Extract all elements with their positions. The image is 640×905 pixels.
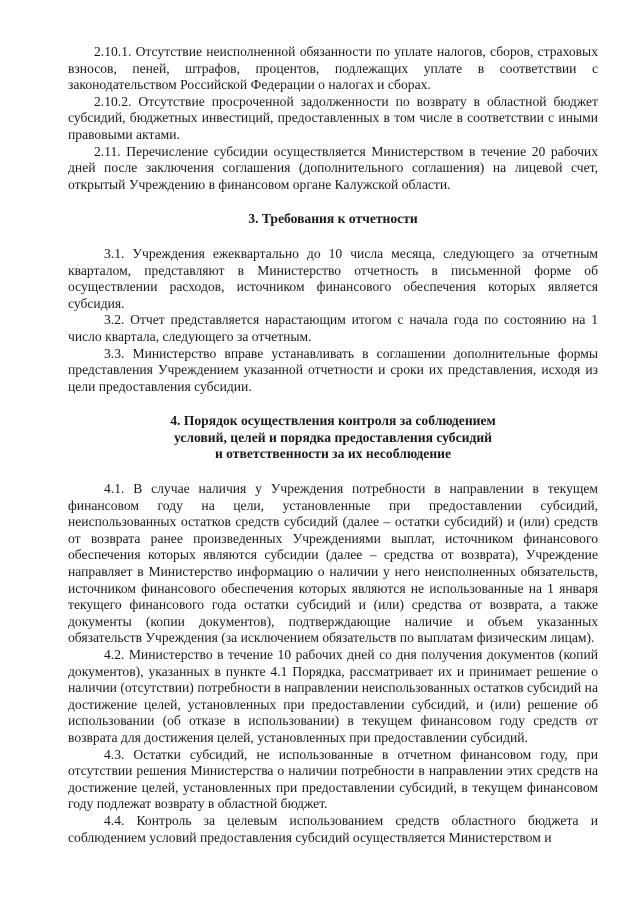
paragraph-4-4: 4.4. Контроль за целевым использованием средств областного бюджета и соблюдением условий предоставления субсидий осуществляется Министерством и <box>68 812 598 845</box>
paragraph-4-1: 4.1. В случае наличия у Учреждения потребности в направлении в текущем финансовом году на цели, установленные при предоставлении субсидий, неиспользованных остатков средств субсидий (далее – остатки субсидий) и (или) средств от возврата ранее произведенных Учреждениями выплат, источником финансового обеспечения которых являются субсидии (далее – средства от возврата), Учреждение направляет в Министерство информацию о наличии у него неисполненных обязательств, источником финансового обеспечения которых являются не использованные на 1 января текущего финансового года остатки субсидий и (или) средства от возврата, а также документы (копии документов), подтверждающие наличие и объем указанных обязательств Учреждения (за исключением обязательств по выплатам физическим лицам). <box>68 481 598 646</box>
paragraph-4-2: 4.2. Министерство в течение 10 рабочих дней со дня получения документов (копий документов), указанных в пункте 4.1 Порядка, рассматривает их и принимает решение о наличии (отсутствии) потребности в направлении неиспользованных остатков субсидий на достижение целей, установленных при предоставлении субсидий, и (или) решение об использовании (об отказе в использовании) в текущем финансовом году средств от возврата для достижения целей, установленных при предоставлении субсидий. <box>68 647 598 745</box>
paragraph-3-1: 3.1. Учреждения ежеквартально до 10 числа месяца, следующего за отчетным кварталом, представляют в Министерство отчетность в письменной форме об осуществлении расходов, источником финансового обеспечения которых является субсидия. <box>68 245 598 311</box>
paragraph-3-2: 3.2. Отчет представляется нарастающим итогом с начала года по состоянию на 1 число квартала, следующего за отчетным. <box>68 312 598 344</box>
paragraph-3-3: 3.3. Министерство вправе устанавливать в соглашении дополнительные формы представления Учреждением указанной отчетности и сроки их представления, исходя из цели предоставления субсидии. <box>68 345 598 394</box>
paragraph-2-10-1: 2.10.1. Отсутствие неисполненной обязанности по уплате налогов, сборов, страховых взносов, пеней, штрафов, процентов, подлежащих уплате в соответствии с законодательством Российской Федерации о налогах и сборах. <box>68 44 598 93</box>
paragraph-2-11: 2.11. Перечисление субсидии осуществляется Министерством в течение 20 рабочих дней после заключения соглашения (дополнительного соглашения) на лицевой счет, открытый Учреждению в финансовом органе Калужской области. <box>68 143 598 192</box>
paragraph-2-10-2: 2.10.2. Отсутствие просроченной задолженности по возврату в областной бюджет субсидий, бюджетных инвестиций, предоставленных в том числе в соответствии с иными правовыми актами. <box>68 93 598 142</box>
section-4-heading-line-3: и ответственности за их несоблюдение <box>214 446 452 462</box>
paragraph-4-3: 4.3. Остатки субсидий, не использованные в отчетном финансовом году, при отсутствии решения Министерства о наличии потребности в направлении этих средств на достижение целей, установленных при предоставлении субсидий, в текущем финансовом году подлежат возврату в областной бюджет. <box>68 746 598 812</box>
section-3-heading: 3. Требования к отчетности <box>248 211 418 227</box>
section-4-heading-line-1: 4. Порядок осуществления контроля за соблюдением <box>170 413 496 429</box>
section-4-heading-line-2: условий, целей и порядка предоставления субсидий <box>173 429 493 445</box>
section-4-heading <box>68 413 598 463</box>
document-page <box>68 44 598 846</box>
